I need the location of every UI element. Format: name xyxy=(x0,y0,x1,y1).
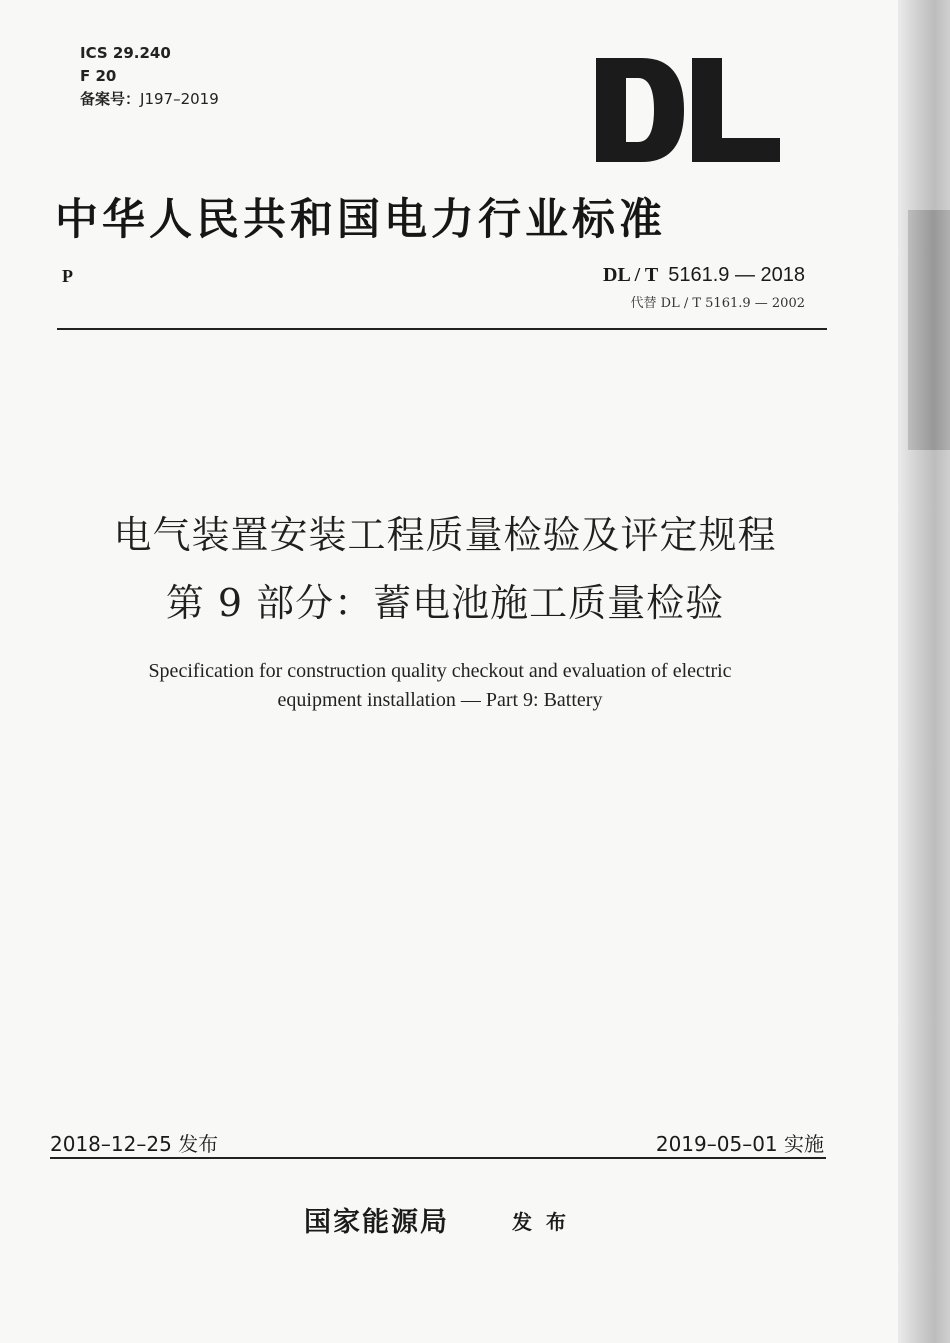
header-divider xyxy=(57,328,827,330)
english-title-line-1: Specification for construction quality checkout and evaluation of electric xyxy=(148,660,732,682)
footer-divider xyxy=(50,1157,826,1159)
ics-code: ICS 29.240 xyxy=(80,44,171,62)
replaces-standard: 代替 DL / T 5161.9 — 2002 xyxy=(630,296,805,311)
scan-shadow-edge xyxy=(898,0,950,1343)
scan-shadow-dark xyxy=(908,210,950,450)
dl-logo xyxy=(592,58,782,162)
issuing-authority-title: 中华人民共和国电力行业标准 xyxy=(55,195,666,245)
publish-label: 发布 xyxy=(512,1210,580,1234)
chinese-title-line-2: 第 9 部分：蓄电池施工质量检验 xyxy=(165,581,725,625)
ccs-code: F 20 xyxy=(80,67,117,85)
standard-prefix: DL / T xyxy=(603,264,659,286)
chinese-title-line-1: 电气装置安装工程质量检验及评定规程 xyxy=(113,513,777,557)
publisher-name: 国家能源局 xyxy=(304,1207,449,1238)
classification-codes xyxy=(80,42,219,111)
english-title-line-2: equipment installation — Part 9: Battery xyxy=(277,689,603,711)
dl-logo-letter-l xyxy=(692,58,780,162)
record-number xyxy=(80,88,219,111)
issue-date: 2018–12–25 发布 xyxy=(50,1132,219,1156)
dl-logo-letter-d xyxy=(596,58,684,162)
standard-number xyxy=(603,264,805,287)
category-letter: P xyxy=(62,266,73,286)
standard-code: 5161.9 — 2018 xyxy=(668,264,805,286)
implementation-date: 2019–05–01 实施 xyxy=(655,1132,824,1156)
record-value: J197–2019 xyxy=(140,90,219,108)
record-label: 备案号： xyxy=(80,90,141,108)
